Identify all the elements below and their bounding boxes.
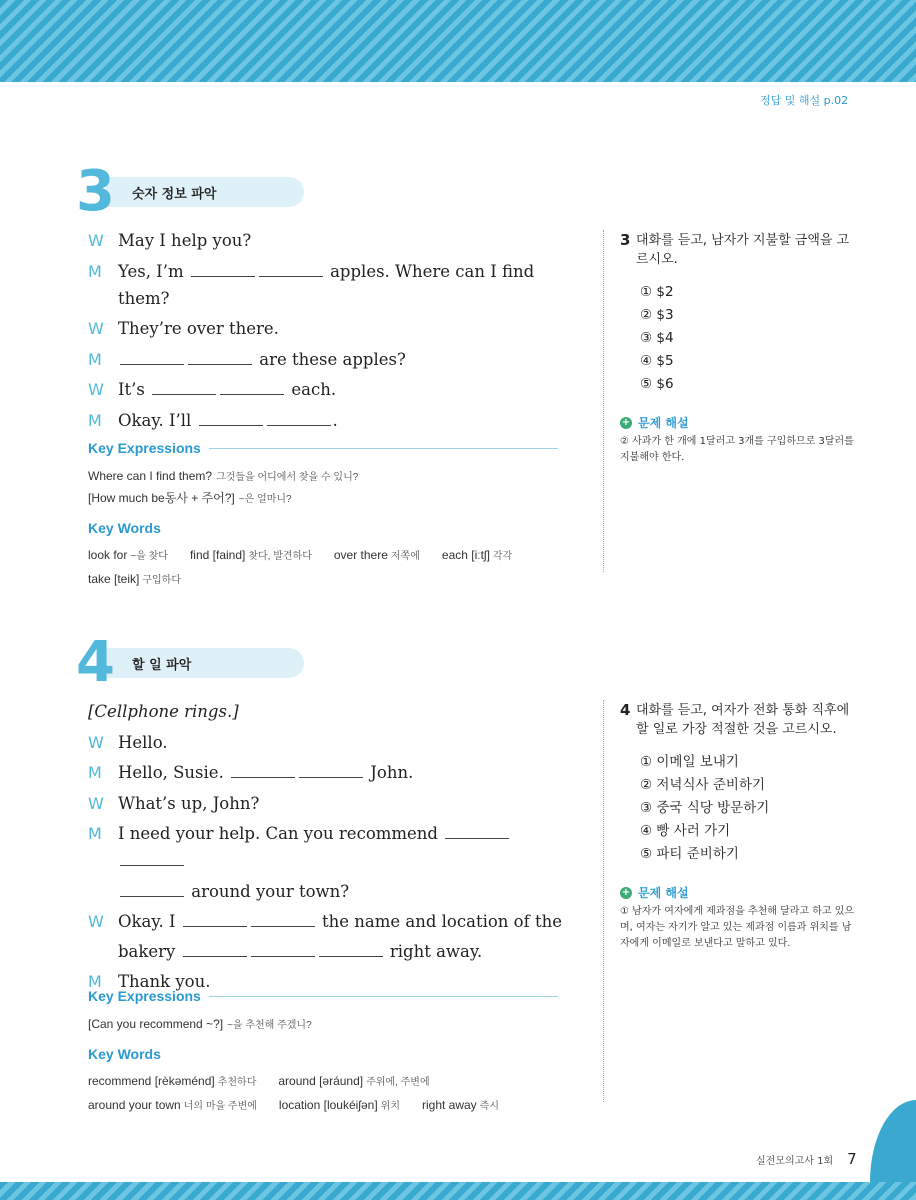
section-4-dialogue [88, 698, 568, 999]
key-expressions-heading: Key Expressions [88, 440, 558, 456]
key-word [334, 544, 420, 568]
explanation-heading: + 문제 해설 [621, 886, 689, 900]
speaker-label: W [88, 231, 104, 250]
dialogue-text: Okay. I [118, 911, 181, 931]
expression-korean: ~을 추천해 주겠니? [227, 1020, 312, 1031]
word-korean: 위치 [380, 1101, 400, 1112]
key-word [88, 568, 181, 592]
speaker-label: M [88, 972, 102, 991]
key-expression [88, 1014, 558, 1036]
dialogue-line [88, 938, 568, 965]
speaker-label: W [88, 732, 104, 752]
word-korean: 너의 마을 주변에 [183, 1101, 257, 1112]
key-expressions-heading: Key Expressions [88, 988, 558, 1004]
section-4-key-expressions [88, 988, 558, 1118]
word-english: take [teik] [88, 572, 140, 586]
explanation-heading: + 문제 해설 [621, 416, 689, 430]
dialogue-text: Yes, I’m [118, 261, 189, 281]
word-english: over there [333, 548, 388, 562]
dialogue-line [88, 258, 568, 312]
top-decorative-band [0, 0, 916, 82]
dialogue-text: are these apples? [254, 349, 406, 369]
answer-option: ① $2 [640, 284, 674, 300]
answer-option: ③ $4 [640, 330, 674, 346]
column-divider [603, 230, 604, 572]
section-3-dialogue [88, 227, 568, 437]
key-word [88, 1070, 256, 1094]
explanation-text: ① 남자가 여자에게 제과점을 추천해 달라고 하고 있으며, 여자는 자기가 알고 있는 제과점 이름과 위치를 남자에게 이메일로 보낸다고 말하고 있다. [620, 906, 855, 949]
word-korean: 즉시 [479, 1101, 500, 1112]
dialogue-line [88, 878, 568, 905]
dialogue-line [88, 346, 568, 373]
speaker-label: M [88, 410, 102, 430]
question-4 [620, 701, 860, 952]
key-words-row [88, 544, 558, 568]
section-4-header [76, 630, 304, 695]
bottom-decorative-band [0, 1182, 916, 1200]
answer-blank [120, 883, 184, 897]
dialogue-text: apples. Where can I find them? [118, 261, 535, 308]
answer-blank [445, 825, 509, 839]
expression-english: Where can I find them? [88, 469, 213, 483]
word-english: look for [88, 548, 128, 562]
word-korean: 찾다, 발견하다 [248, 551, 312, 562]
answer-option: ③ 중국 식당 방문하기 [640, 800, 770, 816]
word-english: find [faind] [189, 548, 246, 562]
answer-option: ⑤ 파티 준비하기 [640, 846, 739, 862]
word-english: right away [421, 1098, 477, 1112]
dialogue-text: It’s [118, 380, 151, 399]
word-korean: 추천하다 [217, 1077, 257, 1088]
answer-blank [259, 263, 323, 277]
answer-blank [183, 943, 247, 957]
section-3-header [76, 159, 304, 224]
answer-option: ④ $5 [640, 353, 674, 369]
word-english: around [əráund] [278, 1074, 364, 1088]
answer-blank [231, 764, 295, 778]
dialogue-line [88, 227, 568, 254]
word-english: recommend [rèkəménd] [88, 1074, 215, 1088]
speaker-label: M [88, 349, 102, 369]
answer-blank [188, 351, 252, 365]
key-word [442, 544, 512, 568]
section-4-title: 할 일 파악 [106, 648, 304, 678]
question-3 [620, 231, 860, 466]
word-korean: 저쪽에 [390, 551, 420, 562]
answer-blank [251, 943, 315, 957]
dialogue-line [88, 820, 568, 874]
speaker-label: W [88, 793, 104, 813]
question-text: 대화를 듣고, 여자가 전화 통화 직후에 할 일로 가장 적절한 것을 고르시오. [636, 703, 850, 737]
answer-option: ⑤ $6 [640, 376, 674, 392]
explanation-text: ② 사과가 한 개에 1달러고 3개를 구입하므로 3달러를 지불해야 한다. [620, 436, 854, 463]
corner-decoration [870, 1100, 916, 1182]
dialogue-line [88, 759, 568, 786]
dialogue-text: John. [365, 763, 414, 782]
page-footer [756, 1150, 857, 1168]
dialogue-text: . [332, 410, 338, 430]
answer-blank [120, 852, 184, 866]
word-english: each [iːtʃ] [441, 548, 490, 562]
dialogue-line [88, 790, 568, 817]
dialogue-line [88, 376, 568, 403]
answer-blank [199, 412, 263, 426]
dialogue-text: each. [286, 380, 337, 399]
expression-english: [How much be동사 + 주어?] [88, 491, 235, 505]
key-expression [88, 466, 558, 488]
key-words-row [88, 568, 558, 592]
dialogue-text: Hello. [118, 732, 168, 752]
word-english: around your town [88, 1098, 181, 1112]
answer-option: ② $3 [640, 307, 674, 323]
key-word [88, 1094, 257, 1118]
answer-blank [152, 381, 216, 395]
dialogue-text: the name and location of the [316, 911, 562, 931]
speaker-label: W [88, 380, 104, 399]
key-words-heading: Key Words [88, 1046, 161, 1062]
answer-option: ④ 빵 사러 가기 [640, 823, 731, 839]
key-words-row [88, 1094, 558, 1118]
answer-blank [220, 381, 284, 395]
answer-reference: 정답 및 해설 p.02 [760, 94, 849, 107]
speaker-label: M [88, 261, 102, 281]
dialogue-text: right away. [384, 942, 483, 961]
answer-blank [267, 412, 331, 426]
expression-english: [Can you recommend ~?] [88, 1017, 224, 1031]
key-expression [88, 488, 558, 510]
dialogue-text: What’s up, John? [118, 793, 260, 813]
answer-blank [319, 943, 383, 957]
question-number: 3 [620, 231, 631, 249]
dialogue-text: Thank you. [118, 972, 211, 991]
key-word [279, 1094, 400, 1118]
question-text: 대화를 듣고, 남자가 지불할 금액을 고르시오. [636, 233, 850, 267]
key-word [190, 544, 312, 568]
plus-icon: + [621, 416, 631, 428]
word-korean: ~을 찾다 [130, 551, 168, 562]
expression-korean: ~은 얼마니? [238, 494, 292, 505]
dialogue-text: I need your help. Can you recommend [118, 824, 444, 843]
answer-blank [183, 913, 247, 927]
stage-direction: [Cellphone rings.] [88, 702, 239, 721]
question-number: 4 [620, 701, 631, 719]
section-3-title: 숫자 정보 파악 [106, 177, 304, 207]
page-number: 7 [847, 1150, 857, 1168]
word-english: location [loukéiʃən] [278, 1098, 378, 1112]
key-word [88, 544, 168, 568]
answer-blank [299, 764, 363, 778]
speaker-label: M [88, 824, 102, 843]
footer-label: 실전모의고사 1회 [756, 1156, 834, 1167]
word-korean: 구입하다 [142, 575, 181, 586]
dialogue-line [88, 908, 568, 935]
key-word [278, 1070, 429, 1094]
speaker-label: W [88, 319, 104, 338]
plus-icon: + [621, 886, 631, 898]
speaker-label: M [88, 763, 102, 782]
speaker-label: W [88, 911, 104, 931]
dialogue-text: May I help you? [118, 231, 252, 250]
dialogue-line [88, 729, 568, 756]
answer-blank [120, 351, 184, 365]
dialogue-text: They’re over there. [118, 319, 279, 338]
dialogue-line [88, 315, 568, 342]
answer-option: ① 이메일 보내기 [640, 754, 739, 770]
answer-blank [251, 913, 315, 927]
section-3-key-expressions [88, 440, 558, 592]
word-korean: 주위에, 주변에 [366, 1077, 430, 1088]
answer-option: ② 저녁식사 준비하기 [640, 777, 766, 793]
key-word [422, 1094, 499, 1118]
dialogue-line [88, 407, 568, 434]
column-divider [603, 700, 604, 1102]
answer-blank [191, 263, 255, 277]
section-4-number: 4 [76, 630, 115, 695]
word-korean: 각각 [492, 551, 513, 562]
dialogue-text: Okay. I’ll [118, 410, 197, 430]
expression-korean: 그것들을 어디에서 찾을 수 있니? [216, 472, 359, 483]
dialogue-text: bakery [118, 942, 181, 961]
dialogue-text: Hello, Susie. [118, 763, 230, 782]
key-words-heading: Key Words [88, 520, 161, 536]
key-words-row [88, 1070, 558, 1094]
section-3-number: 3 [76, 159, 115, 224]
dialogue-text: around your town? [186, 881, 350, 901]
